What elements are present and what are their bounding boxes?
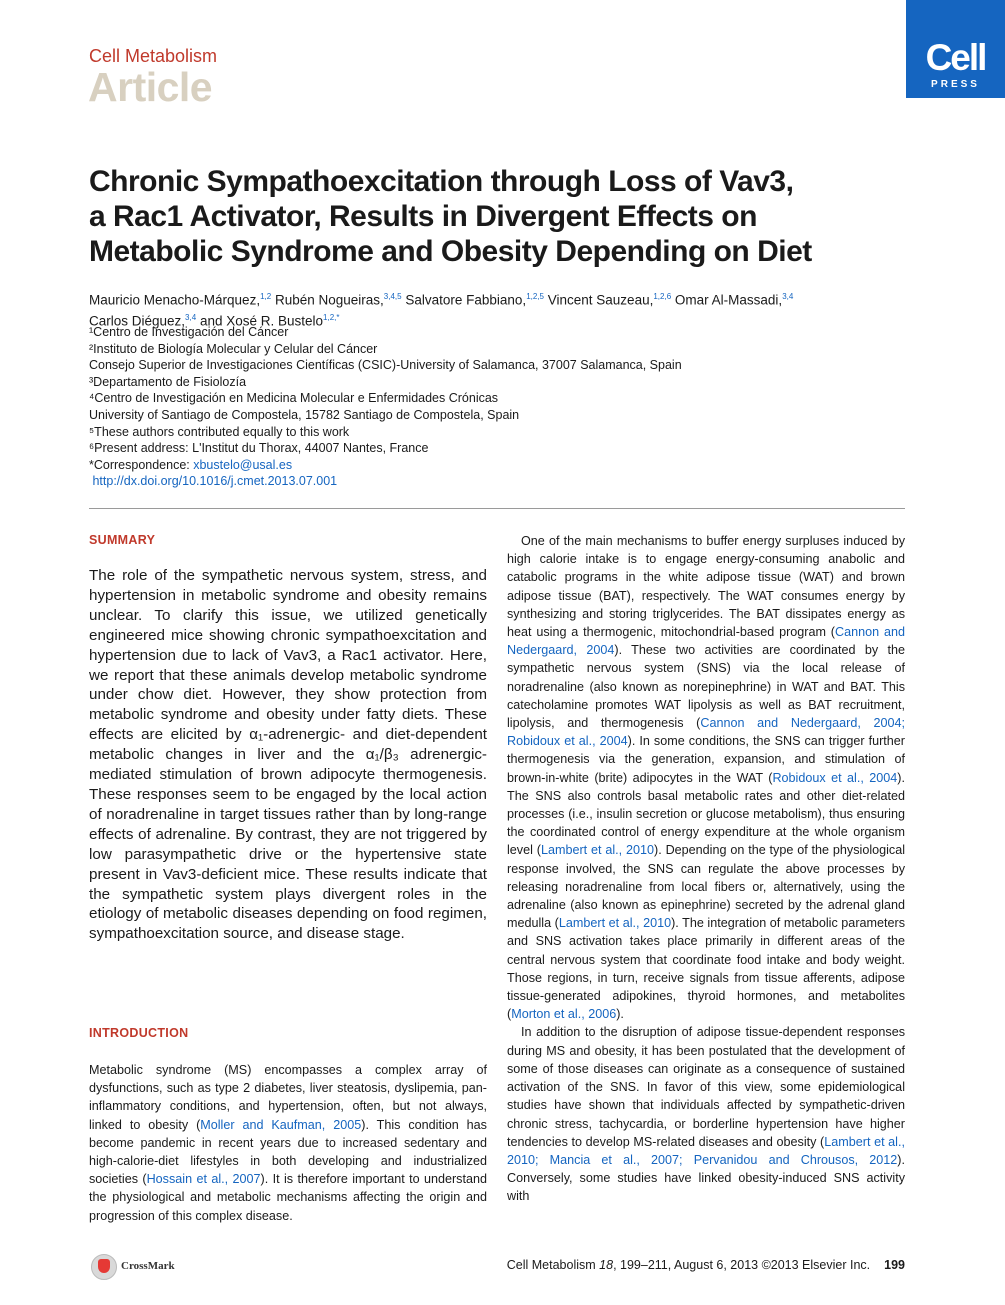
text-run: ). This condition has become pandemic in recent years due to increased sedentary and high-calorie-diet lifestyles in both developing and industrialized societies ( bbox=[89, 1117, 487, 1187]
affiliations bbox=[89, 324, 919, 490]
email-link[interactable]: xbustelo@usal.es bbox=[193, 457, 293, 472]
doi-link[interactable]: http://dx.doi.org/10.1016/j.cmet.2013.07.001 bbox=[92, 474, 338, 489]
citation-link[interactable]: Morton et al., 2006 bbox=[511, 1007, 617, 1022]
citation-link[interactable]: Robidoux et al., 2004 bbox=[772, 770, 898, 785]
affiliation-line: University of Santiago de Compostela, 15782 Santiago de Compostela, Spain bbox=[89, 407, 520, 422]
text-run: ). The integration of metabolic parameters and SNS activation takes place primarily in different areas of the central nervous system that coordinate food intake and body weight. Those regions, in turn, receive signals from tissue afferents, adipose tissue-generated adipokines, thyroid hormones, and metabolites ( bbox=[507, 916, 906, 1022]
title-line: Chronic Sympathoexcitation through Loss of Vav3, bbox=[89, 165, 794, 198]
text-run: ). These two activities are coordinated by the sympathetic nervous system (SNS) via the local release of noradrenaline (also known as norepinephrine) in WAT and BAT. This catecholamine promotes WAT lipolysis as well as BAT recruitment, lipolysis, and thermogenesis ( bbox=[507, 643, 905, 731]
cell-press-logo bbox=[906, 0, 1005, 98]
page-number: 199 bbox=[884, 1258, 905, 1272]
affiliation-line: Consejo Superior de Investigaciones Científicas (CSIC)-University of Salamanca, 37007 Salamanca, Spain bbox=[89, 358, 682, 373]
author: Vincent Sauzeau, bbox=[547, 292, 654, 308]
author: and Xosé R. Bustelo bbox=[199, 313, 324, 328]
citation-link[interactable]: Moller and Kaufman, 2005 bbox=[200, 1117, 362, 1132]
page-footer: Cell Metabolism 18, 199–211, August 6, 2013 ©2013 Elsevier Inc. 199 bbox=[506, 1258, 905, 1272]
author-list bbox=[89, 288, 919, 329]
author-affil: 1,2,* bbox=[323, 312, 340, 322]
text-run: Metabolic syndrome (MS) encompasses a complex array of dysfunctions, such as type 2 diabetes, liver steatosis, dyslipemia, pan-inflammatory conditions, and hypertension, often, but not always, linked to obesity ( bbox=[89, 1063, 487, 1132]
citation-link[interactable]: Cannon and Nedergaard, 2004 bbox=[507, 625, 905, 658]
author-affil: 1,2,5 bbox=[526, 292, 544, 301]
volume: 18 bbox=[599, 1258, 614, 1272]
citation-link[interactable]: Hossain et al., 2007 bbox=[146, 1172, 261, 1187]
citation-link[interactable]: Lambert et al., 2010 bbox=[540, 843, 655, 858]
text-run: One of the main mechanisms to buffer energy surpluses induced by high calorie intake is to engage energy-consuming anabolic and catabolic programs in the white adipose tissue (WAT) and brown adipose tissue (BAT), respectively. The WAT consumes energy by synthesizing and storing triglycerides. The BAT dissipates energy as heat using a thermogenic, mitochondrial-based program ( bbox=[507, 534, 905, 640]
crossmark-icon bbox=[91, 1254, 117, 1280]
author: Rubén Nogueiras, bbox=[274, 292, 384, 308]
text-run: ). bbox=[616, 1007, 624, 1022]
citation-link[interactable]: Lambert et al., 2010 bbox=[558, 916, 672, 931]
article-type: Article bbox=[88, 64, 213, 110]
logo-word: Cell bbox=[925, 37, 986, 78]
text-run: ). In some conditions, the SNS can trigger further thermogenesis via the generation, expansion, and stimulation of brown-in-white (brite) adipocytes in the WAT ( bbox=[507, 734, 905, 785]
affiliation-line: ⁶Present address: L'Institut du Thorax, 44007 Nantes, France bbox=[89, 441, 429, 456]
introduction-heading: INTRODUCTION bbox=[89, 1026, 189, 1040]
author-affil: 1,2,6 bbox=[653, 292, 672, 301]
text-run: ). Conversely, some studies have linked obesity-induced SNS activity with bbox=[507, 1152, 905, 1204]
text-run: In addition to the disruption of adipose tissue-dependent responses during MS and obesity, it has been postulated that the development of some of those diseases can originate as a consequence of sustained activation of the SNS. In favor of this view, some epidemiological studies have shown that individuals affected by sympathetic-driven chronic stress, tachycardia, or borderline hypertension have higher tendencies to develop MS-related diseases and obesity ( bbox=[507, 1025, 905, 1149]
paragraph bbox=[507, 1023, 905, 1205]
logo-sub: PRESS bbox=[931, 79, 980, 90]
summary-text: The role of the sympathetic nervous system, stress, and hypertension in metabolic syndrome and obesity remains unclear. To clarify this issue, we utilized genetically engineered mice showing chronic sympathoexcitation and hypertension due to lack of Vav3, a Rac1 activator. Here, we report that these animals develop metabolic syndrome under chow diet. However, they show protection from metabolic syndrome and obesity under fatty diets. These effects are elicited by α₁-adrenergic- and diet-dependent metabolic changes in liver and the α₁/β₃ adrenergic-mediated stimulation of brown adipocyte thermogenesis. These responses seem to be engaged by the local action of noradrenaline in target tissues rather than by long-range effects of adrenaline. By contrast, they are not triggered by low parasympathetic drive or the hypertensive state present in Vav3-deficient mice. These results indicate that the sympathetic system plays divergent roles in the etiology of metabolic diseases depending on food regimen, sympathoexcitation source, and disease stage. bbox=[89, 567, 487, 943]
author: Omar Al-Massadi, bbox=[674, 292, 783, 308]
author: Mauricio Menacho-Márquez, bbox=[89, 292, 261, 308]
author-affil: 1,2 bbox=[260, 292, 272, 301]
author: Carlos Diéguez, bbox=[89, 313, 186, 328]
affiliation-line: ¹Centro de Investigación del Cáncer bbox=[89, 325, 289, 339]
title-line: a Rac1 Activator, Results in Divergent Effects on bbox=[89, 200, 757, 233]
crossmark-badge[interactable] bbox=[91, 1254, 256, 1280]
article-title bbox=[89, 164, 949, 269]
crossmark-label: CrossMark bbox=[121, 1260, 175, 1272]
affiliation-line: ³Departamento de Fisiolozía bbox=[89, 374, 247, 389]
text-run: ). It is therefore important to understand the physiological and metabolic mechanisms affecting the origin and progression of this complex disease. bbox=[89, 1172, 487, 1223]
paragraph bbox=[89, 1061, 487, 1225]
correspondence: *Correspondence: xbustelo@usal.es bbox=[89, 457, 293, 472]
text-run: ). Depending on the type of the physiological response involved, the SNS can regulate the above processes by releasing noradrenaline from local fibers or, alternatively, using the adrenaline (also known as epinephrine) secreted by the adrenal gland medulla ( bbox=[507, 843, 906, 931]
introduction-text bbox=[89, 1061, 487, 1225]
summary-heading: SUMMARY bbox=[89, 533, 156, 547]
citation-link[interactable]: Cannon and Nedergaard, 2004; Robidoux et al., 2004 bbox=[507, 716, 905, 749]
author-affil: 3,4,5 bbox=[383, 292, 402, 301]
author: Salvatore Fabbiano, bbox=[405, 292, 527, 308]
affiliation-line: ²Instituto de Biología Molecular y Celular del Cáncer bbox=[89, 341, 378, 356]
title-line: Metabolic Syndrome and Obesity Depending on Diet bbox=[89, 235, 812, 268]
divider bbox=[89, 508, 905, 509]
author-affil: 3,4 bbox=[185, 312, 197, 322]
author-affil: 3,4 bbox=[782, 292, 794, 301]
journal-name: Cell Metabolism bbox=[89, 46, 218, 66]
citation-link[interactable]: Lambert et al., 2010; Mancia et al., 2007; Pervanidou and Chrousos, 2012 bbox=[507, 1134, 905, 1167]
right-column-text bbox=[507, 532, 905, 1206]
affiliation-line: ⁵These authors contributed equally to this work bbox=[89, 424, 350, 439]
affiliation-line: ⁴Centro de Investigación en Medicina Molecular e Enfermidades Crónicas bbox=[89, 391, 499, 406]
paragraph bbox=[507, 532, 905, 1023]
text-run: ). The SNS also controls basal metabolic rates and other diet-related processes (i.e., insulin secretion or glucose metabolism), thus ensuring the coordinated control of energy expenditure at the whole organism level ( bbox=[507, 770, 905, 858]
